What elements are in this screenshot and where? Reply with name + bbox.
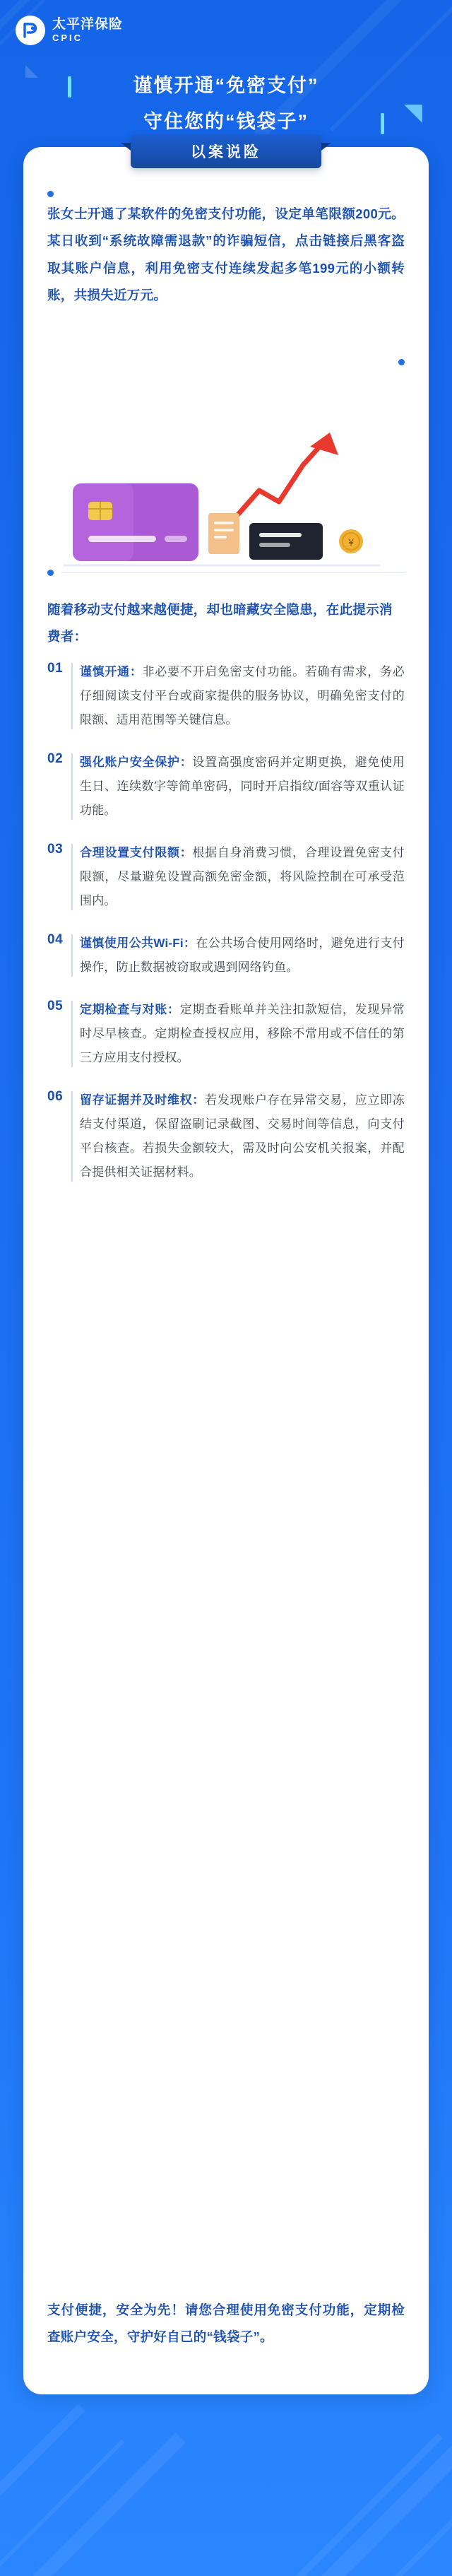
tip-item — [47, 751, 405, 823]
tip-text: 非必要不开启免密支付功能。若确有需求，务必仔细阅读支付平台或商家提供的服务协议，明确免密支付的限额、适用范围等关键信息。 — [80, 665, 405, 727]
tip-number: 05 — [47, 999, 64, 1013]
tip-number: 02 — [47, 751, 64, 766]
brand-logo-block — [16, 16, 123, 45]
tip-rule — [71, 663, 73, 729]
case-story-text: 张女士开通了某软件的免密支付功能，设定单笔限额200元。某日收到“系统故障需退款”的诈骗短信，点击链接后黑客盗取其账户信息，利用免密支付连续发起多笔199元的小额转账，共损失近万元。 — [47, 206, 405, 303]
brand-name-cn: 太平洋保险 — [52, 16, 124, 32]
triangle-accent-icon — [404, 105, 422, 123]
tip-item — [47, 660, 405, 732]
title-line-2: 守住您的“钱袋子” — [143, 111, 309, 133]
tip-rule — [71, 934, 73, 977]
closing-text: 支付便捷，安全为先！请您合理使用免密支付功能，定期检查账户安全，守护好自己的“钱袋子”。 — [47, 2302, 405, 2345]
tip-rule — [71, 844, 73, 910]
poster-title — [0, 68, 452, 141]
title-accent-bar-left — [68, 76, 71, 98]
tip-number: 01 — [47, 661, 64, 676]
tip-rule — [71, 1091, 73, 1182]
tip-text: 设置高强度密码并定期更换，避免使用生日、连续数字等简单密码，同时开启指纹/面容等双重认证功能。 — [80, 755, 405, 817]
section-ribbon — [131, 134, 321, 168]
bullet-dot-icon — [47, 191, 54, 197]
tip-title: 留存证据并及时维权： — [80, 1093, 206, 1107]
tip-text: 在公共场合使用网络时，避免进行支付操作，防止数据被窃取或遇到网络钓鱼。 — [80, 936, 405, 974]
triangle-accent-small-icon — [25, 65, 38, 78]
bullet-dot-icon — [398, 359, 405, 365]
tip-number: 06 — [47, 1089, 64, 1104]
tip-number: 04 — [47, 932, 64, 947]
cpic-logo-icon — [16, 16, 45, 45]
tip-rule — [71, 753, 73, 820]
brand-name-en: CPIC — [52, 33, 83, 44]
tip-rule — [71, 1001, 73, 1067]
tip-text: 若发现账户存在异常交易，应立即冻结支付渠道，保留盗刷记录截图、交易时间等信息，向支付平台核查。若损失金额较大，需及时向公安机关报案，并配合提供相关证据材料。 — [80, 1093, 405, 1179]
tip-item — [47, 998, 405, 1070]
tips-list — [47, 660, 405, 1203]
tip-number: 03 — [47, 842, 64, 857]
tip-item — [47, 1088, 405, 1184]
tip-title: 谨慎使用公共Wi-Fi： — [80, 936, 196, 950]
content-card — [23, 144, 429, 2394]
title-line-1: 谨慎开通“免密支付” — [133, 75, 319, 96]
tip-title: 合理设置支付限额： — [80, 846, 193, 859]
section-ribbon-label: 以案说险 — [191, 144, 261, 160]
svg-text:¥: ¥ — [348, 536, 354, 548]
title-accent-bar-right — [381, 113, 384, 134]
section-divider-dot-icon — [47, 570, 54, 576]
section-divider-line — [61, 572, 405, 573]
tip-title: 谨慎开通： — [80, 665, 143, 678]
tip-title: 强化账户安全保护： — [80, 755, 193, 769]
tip-item — [47, 931, 405, 980]
tip-text: 根据自身消费习惯，合理设置免密支付限额，尽量避免设置高额免密金额，将风险控制在可承受范围内。 — [80, 846, 405, 907]
lead-in-text: 随着移动支付越来越便捷，却也暗藏安全隐患，在此提示消费者： — [47, 602, 393, 644]
tip-item — [47, 841, 405, 913]
illustration-payment-risk — [47, 416, 405, 578]
tip-title: 定期检查与对账： — [80, 1003, 180, 1016]
tip-text: 定期查看账单并关注扣款短信，发现异常时尽早核查。定期检查授权应用，移除不常用或不信任的第三方应用支付授权。 — [80, 1003, 405, 1064]
